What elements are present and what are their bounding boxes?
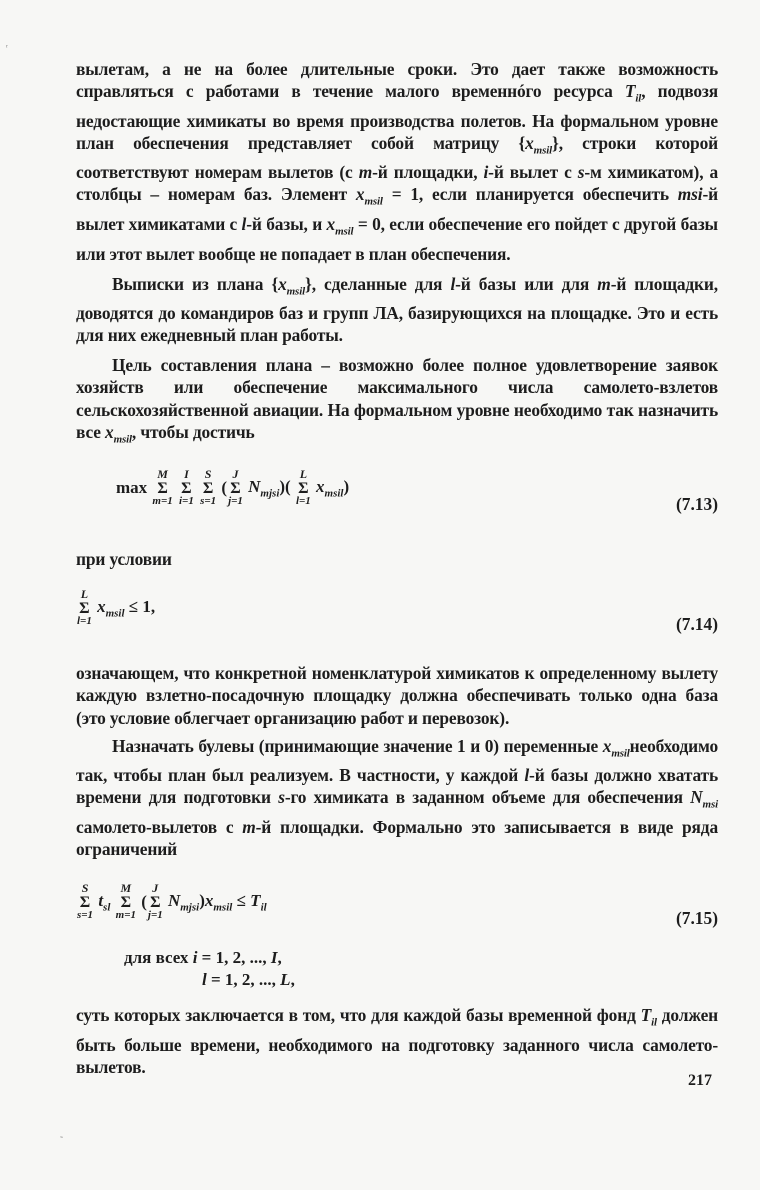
paragraph-5: означающем, что конкретной номенклатурой химикатов к определенному вылету каждую взлетно-посадочную площадку должна обеспечивать только одна база (это условие облегчает организацию работ и перевозок). <box>76 663 718 728</box>
paragraph-6: Назначать булевы (принимающие значение 1 и 0) переменные $x_{msil}необходимо$ так, чтобы план был реализуем. В частности, у каждой l-й базы должно хватать времени для подготовки s-го химиката в заданном объеме для обеспечения $N_{msi}$ самолето-вылетов с m-й площадки. Формально это записывается в виде ряда ограничений <box>76 735 718 859</box>
equation-number: (7.14) <box>675 614 718 635</box>
equation-7-14: L Σ l=1 $x_{msil} \le 1$, (7.14) <box>77 587 718 635</box>
scan-speck: ʳ <box>6 42 8 52</box>
equation-number: (7.13) <box>675 494 718 515</box>
paragraph-7: суть которых заключается в том, что для каждой базы временной фонд $T_{il}$ должен быть больше времени, необходимого на подготовку заданного числа самолето-вылетов. <box>76 1005 719 1077</box>
equation-7-13: max M Σ m=1 I Σ i=1 S Σ s=1 ( J Σ j=1 $N_{mjsi}$)( L Σ l=1 $x_{msil}$) (7.13) <box>116 467 718 515</box>
equation-7-15: S Σ s=1 $t_{sl}$ M Σ m=1 ( J Σ j=1 $N_{mjsi})x_{msil} \le T_{il}$ (7.15) <box>77 881 718 928</box>
condition-l: l = 1, 2, ..., L, <box>202 970 295 989</box>
paragraph-2: Выписки из плана $\{x_{msil}\}$, сделанные для l-й базы или для m-й площадки, доводятся до командиров баз и групп ЛА, базирующихся на площадке. Это и есть для них ежедневный план работы. <box>76 273 718 346</box>
scan-speck: ˜ <box>60 1135 63 1145</box>
equation-number: (7.15) <box>675 908 718 928</box>
condition-i: для всех i = 1, 2, ..., I, <box>124 948 282 967</box>
page-number: 217 <box>688 1072 712 1089</box>
conditions <box>76 948 718 1004</box>
paragraph-4: при условии <box>76 549 172 570</box>
paragraph-1: вылетам, а не на более длительные сроки. Это дает также возможность справляться с работами в течение малого временнóго ресурса $T_{il}$, подвозя недостающие химикаты во время производства полетов. На формальном уровне план обеспечения представляет собой матрицу $\{x_{msil}\}$, строки которой соответствуют номерам вылетов (с m-й площадки, i-й вылет с s-м химикатом), а столбцы – номерам баз. Элемент $x_{msil} = 1$, если планируется обеспечить msi-й вылет химикатами с l-й базы, и $x_{msil} = 0$, если обеспечение его пойдет с другой базы или этот вылет вообще не попадает в план обеспечения. <box>76 59 719 264</box>
paragraph-3: Цель составления плана – возможно более полное удовлетворение заявок хозяйств или обеспечение максимального числа самолето-взлетов сельскохозяйственной авиации. На формальном уровне необходимо так назначить все $x_{msil}$, чтобы достичь <box>76 355 718 446</box>
page-content <box>76 58 718 1078</box>
